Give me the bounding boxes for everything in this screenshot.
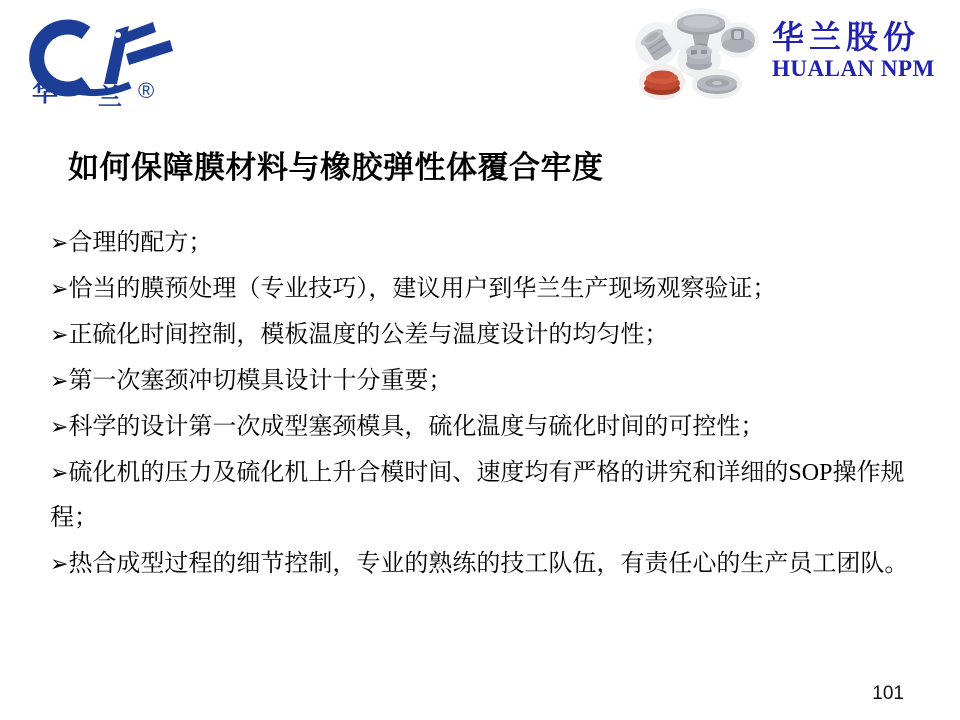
registered-trademark-icon: ® <box>138 78 155 103</box>
page-title: 如何保障膜材料与橡胶弹性体覆合牢度 <box>68 150 604 185</box>
company-name-en: HUALAN NPM <box>772 56 935 81</box>
logo-char-lan: 兰 <box>98 85 122 106</box>
bullet-item <box>50 541 918 587</box>
bullet-text: 恰当的膜预处理（专业技巧），建议用户到华兰生产现场观察验证； <box>68 276 777 302</box>
bullet-item <box>50 266 918 312</box>
bullet-list <box>50 220 918 587</box>
rubber-stoppers-photo-icon <box>635 2 765 102</box>
arrow-bullet-icon: ➢ <box>50 368 69 393</box>
bullet-item <box>50 450 918 541</box>
bullet-text: 合理的配方； <box>68 230 213 256</box>
bullet-text: 科学的设计第一次成型塞颈模具，硫化温度与硫化时间的可控性； <box>68 414 765 440</box>
brand-block <box>772 20 948 82</box>
bullet-text: 热合成型过程的细节控制，专业的熟练的技工队伍，有责任心的生产员工团队。 <box>68 551 909 577</box>
bullet-item <box>50 404 918 450</box>
bullet-text: 硫化机的压力及硫化机上升合模时间、速度均有严格的讲究和详细的SOP操作规程； <box>50 460 905 531</box>
company-name-cn: 华兰股份 <box>772 19 921 55</box>
arrow-bullet-icon: ➢ <box>50 276 69 301</box>
bullet-item <box>50 220 918 266</box>
arrow-bullet-icon: ➢ <box>50 414 69 439</box>
bullet-text: 正硫化时间控制，模板温度的公差与温度设计的均匀性； <box>68 322 669 348</box>
arrow-bullet-icon: ➢ <box>50 322 69 347</box>
bullet-item <box>50 358 918 404</box>
arrow-bullet-icon: ➢ <box>50 551 69 576</box>
rubber-stoppers-photo <box>635 2 765 102</box>
logo-char-hua: 华 <box>32 78 59 106</box>
bullet-item <box>50 312 918 358</box>
arrow-bullet-icon: ➢ <box>50 460 69 485</box>
hualan-cl-logo-icon <box>18 6 178 106</box>
page-number: 101 <box>872 683 904 704</box>
hualan-logo <box>18 6 178 106</box>
bullet-text: 第一次塞颈冲切模具设计十分重要； <box>68 368 453 394</box>
arrow-bullet-icon: ➢ <box>50 230 69 255</box>
